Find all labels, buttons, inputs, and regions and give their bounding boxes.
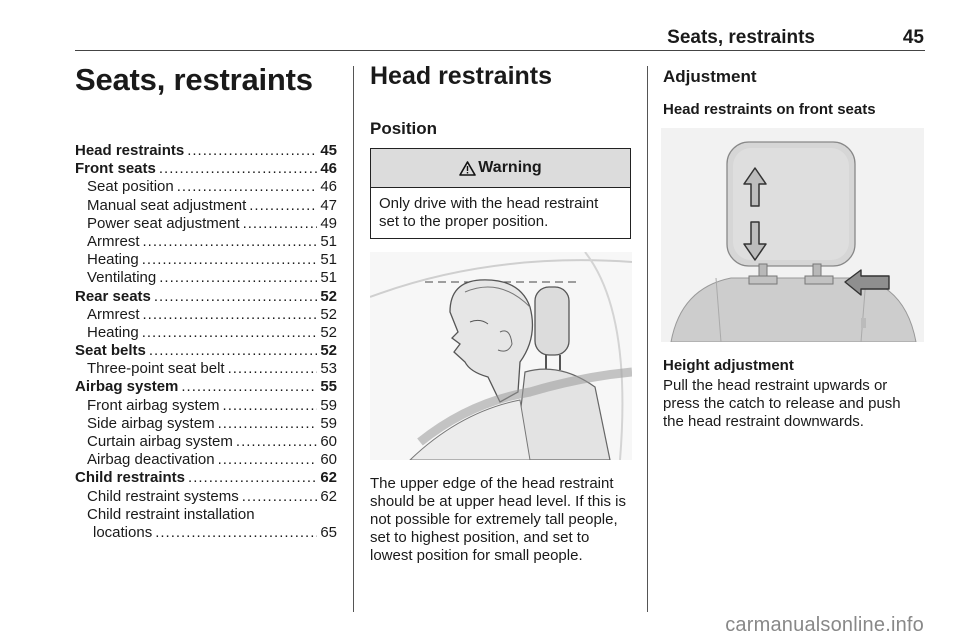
- toc-entry[interactable]: [75, 306, 337, 324]
- toc-entry-label: Airbag system: [75, 378, 179, 396]
- height-adjustment-text: Pull the head restraint upwards or press the catch to release and push the head restraint downwards.: [663, 377, 901, 430]
- section-title: Head restraints: [370, 62, 553, 90]
- toc-entry[interactable]: [75, 451, 337, 469]
- toc-entry[interactable]: [75, 433, 337, 451]
- toc-entry[interactable]: [75, 342, 337, 360]
- toc-leader-dots: [243, 215, 318, 233]
- warning-header: [371, 149, 630, 188]
- toc-leader-dots: [242, 488, 318, 506]
- warning-heading: Warning: [478, 159, 542, 176]
- toc-entry-page: 51: [320, 232, 337, 250]
- toc-leader-dots: [236, 433, 317, 451]
- toc-entry[interactable]: [75, 488, 337, 506]
- column-divider-left: [353, 66, 354, 612]
- toc-entry-page: 59: [320, 414, 337, 432]
- toc-entry-page: 52: [320, 323, 337, 341]
- toc-entry[interactable]: [75, 524, 337, 542]
- toc-entry-label: Armrest: [87, 232, 140, 250]
- subsection-title-position: Position: [370, 119, 438, 138]
- toc-entry-page: 59: [320, 396, 337, 414]
- toc-leader-dots: [177, 178, 318, 196]
- toc-entry-label: Head restraints: [75, 142, 185, 159]
- warning-triangle-icon: [459, 161, 476, 176]
- toc-entry-label: Airbag deactivation: [87, 451, 215, 469]
- toc-leader-dots: [142, 324, 318, 342]
- front-head-restraint-illustration: [661, 128, 924, 342]
- toc-entry[interactable]: [75, 142, 337, 160]
- toc-leader-dots: [249, 197, 317, 215]
- toc-entry-label: locations: [93, 523, 153, 541]
- table-of-contents: [75, 142, 337, 542]
- toc-leader-dots: [159, 269, 317, 287]
- height-adjustment-heading: Height adjustment: [663, 357, 794, 374]
- toc-entry[interactable]: [75, 360, 337, 378]
- toc-leader-dots: [149, 342, 317, 360]
- toc-entry-page: 52: [320, 342, 337, 360]
- toc-entry-page: 60: [320, 433, 337, 450]
- toc-entry-label: Armrest: [87, 305, 140, 323]
- toc-entry-label: Front airbag system: [87, 396, 220, 414]
- toc-entry-page: 46: [320, 178, 337, 196]
- toc-entry-page: 53: [320, 360, 337, 378]
- toc-entry-page: 46: [320, 160, 337, 178]
- warning-box: [370, 148, 631, 239]
- running-header-title: Seats, restraints: [667, 27, 815, 48]
- toc-entry-label: Side airbag system: [87, 414, 215, 432]
- toc-leader-dots: [155, 524, 317, 542]
- toc-entry-page: 49: [320, 214, 337, 232]
- toc-entry-page: 52: [320, 287, 337, 305]
- toc-entry[interactable]: [75, 324, 337, 342]
- toc-entry-page: 51: [320, 251, 337, 269]
- toc-entry[interactable]: [75, 178, 337, 196]
- toc-entry-label: Three-point seat belt: [87, 360, 225, 378]
- header-rule: [75, 50, 925, 51]
- toc-leader-dots: [154, 288, 317, 306]
- toc-entry-page: 45: [320, 142, 337, 159]
- toc-entry-page: 51: [320, 269, 337, 287]
- toc-entry-label: Rear seats: [75, 287, 151, 305]
- toc-leader-dots: [159, 160, 317, 178]
- toc-entry[interactable]: [75, 251, 337, 269]
- toc-entry-label: Child restraint installation: [87, 505, 255, 523]
- toc-leader-dots: [143, 233, 318, 251]
- toc-entry[interactable]: [75, 288, 337, 306]
- chapter-title: Seats, restraints: [75, 62, 313, 97]
- toc-entry[interactable]: [75, 397, 337, 415]
- toc-entry-page: 62: [320, 469, 337, 487]
- toc-entry-label: Child restraints: [75, 469, 186, 487]
- toc-entry[interactable]: [75, 215, 337, 233]
- toc-entry-page: 65: [320, 523, 337, 541]
- warning-text: Only drive with the head restraint set to the proper position.: [379, 195, 599, 230]
- toc-entry-label: Ventilating: [87, 269, 157, 287]
- toc-entry[interactable]: [75, 233, 337, 251]
- toc-entry-label: Heating: [87, 251, 139, 269]
- toc-entry-label: Child restraint systems: [87, 487, 239, 505]
- toc-entry-label: Seat belts: [75, 342, 146, 360]
- toc-entry-page: 55: [320, 378, 337, 396]
- toc-leader-dots: [143, 306, 318, 324]
- toc-entry-page: 62: [320, 487, 337, 505]
- head-restraint-position-illustration: [370, 252, 632, 460]
- adjustment-title: Adjustment: [663, 67, 757, 86]
- toc-leader-dots: [218, 415, 318, 433]
- toc-entry-label: Heating: [87, 323, 139, 341]
- toc-entry-label: Front seats: [75, 160, 156, 178]
- toc-entry[interactable]: [75, 197, 337, 215]
- toc-leader-dots: [218, 451, 318, 469]
- front-seats-subtitle: Head restraints on front seats: [663, 101, 876, 118]
- toc-entry-label: Manual seat adjustment: [87, 196, 247, 214]
- page-number: 45: [902, 27, 924, 48]
- toc-entry[interactable]: [75, 160, 337, 178]
- toc-entry[interactable]: [75, 469, 337, 487]
- toc-entry[interactable]: [75, 415, 337, 433]
- toc-entry-label: Curtain airbag system: [87, 433, 233, 450]
- toc-entry-page: 52: [320, 305, 337, 323]
- toc-leader-dots: [228, 360, 318, 378]
- toc-entry-page: 47: [320, 196, 337, 214]
- column-divider-right: [647, 66, 648, 612]
- toc-leader-dots: [142, 251, 318, 269]
- toc-leader-dots: [223, 397, 318, 415]
- toc-entry[interactable]: [75, 269, 337, 287]
- toc-leader-dots: [181, 378, 317, 396]
- toc-entry[interactable]: [75, 506, 337, 524]
- toc-leader-dots: [188, 469, 317, 487]
- watermark-footer: carmanualsonline.info: [725, 614, 924, 636]
- toc-entry-label: Seat position: [87, 178, 174, 196]
- toc-leader-dots: [187, 142, 317, 160]
- toc-entry[interactable]: [75, 378, 337, 396]
- toc-entry-label: Power seat adjustment: [87, 214, 240, 232]
- toc-entry-page: 60: [320, 451, 337, 469]
- position-paragraph: The upper edge of the head restraint should be at upper head level. If this is not possible for extremely tall people, set to highest position, and set to lowest position for small people.: [370, 475, 626, 564]
